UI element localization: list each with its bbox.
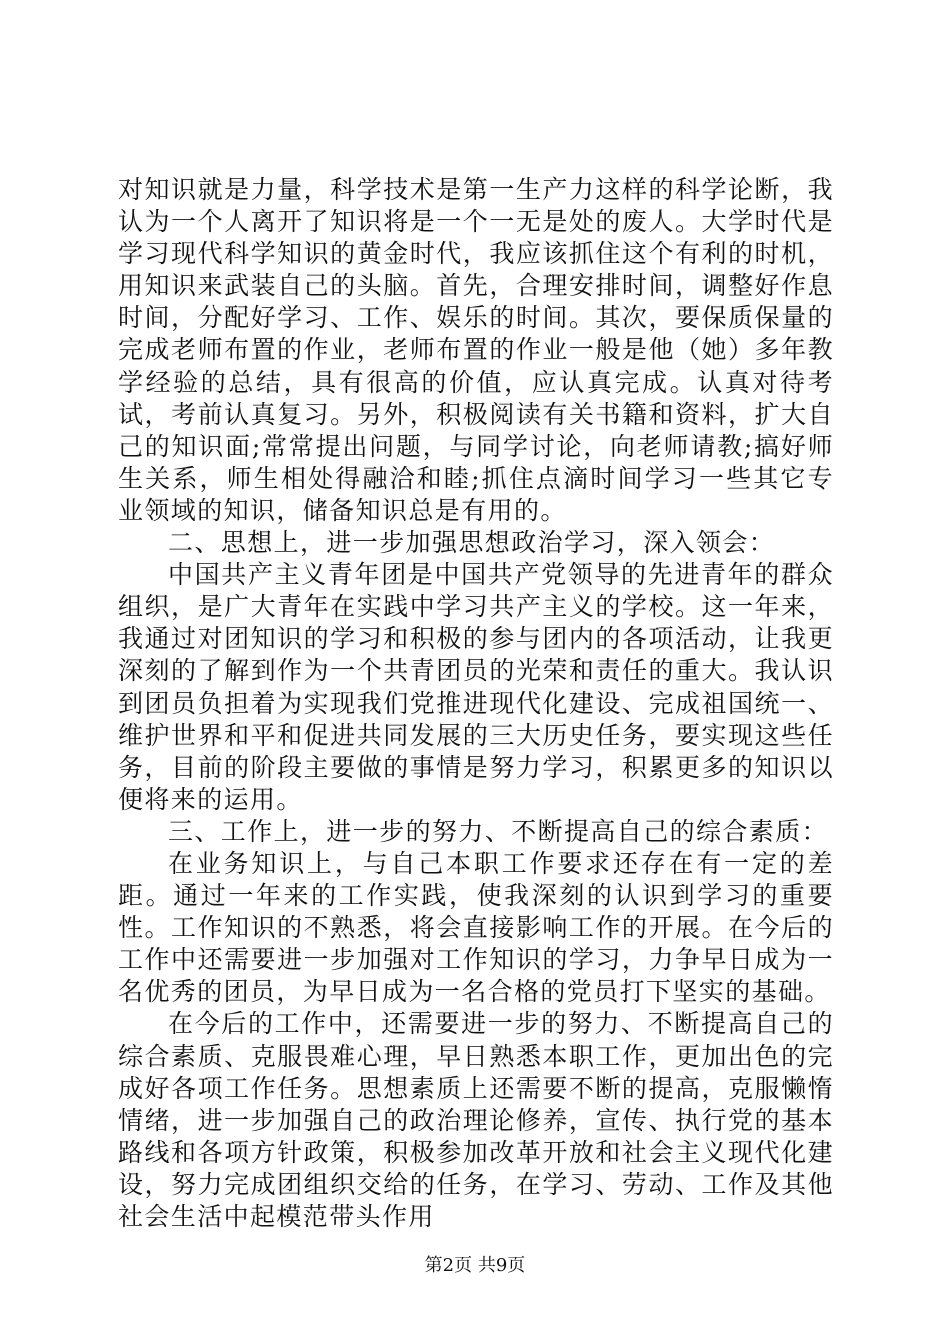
page-number-footer: 第2页 共9页 bbox=[424, 1255, 526, 1276]
section-heading-thought: 二、思想上，进一步加强思想政治学习，深入领会： bbox=[168, 528, 776, 558]
section-heading-work: 三、工作上，进一步的努力、不断提高自己的综合素质： bbox=[168, 816, 829, 846]
paragraph-future-work: 在今后的工作中，还需要进一步的努力、不断提高自己的综合素质、克服畏难心理，早日熟悉本职工作，更加出色的完成好各项工作任务。思想素质上还需要不断的提高，克服懒惰情绪，进一步加强自己的政治理论修养，宣传、执行党的基本路线和各项方针政策，积极参加改革开放和社会主义现代化建设，努力完成团组织交给的任务，在学习、劳动、工作及其他社会生活中起模范带头作用 bbox=[118, 1009, 834, 1231]
paragraph-knowledge: 对知识就是力量，科学技术是第一生产力这样的科学论断，我认为一个人离开了知识将是一个一无是处的废人。大学时代是学习现代科学知识的黄金时代，我应该抓住这个有利的时机，用知识来武装自己的头脑。首先，合理安排时间，调整好作息时间，分配好学习、工作、娱乐的时间。其次，要保质保量的完成老师布置的作业，老师布置的作业一般是他（她）多年教学经验的总结，具有很高的价值，应认真完成。认真对待考试，考前认真复习。另外，积极阅读有关书籍和资料，扩大自己的知识面;常常提出问题，与同学讨论，向老师请教;搞好师生关系，师生相处得融洽和睦;抓住点滴时间学习一些其它专业领域的知识，储备知识总是有用的。 bbox=[118, 175, 834, 525]
document-body bbox=[118, 174, 834, 1233]
paragraph-league: 中国共产主义青年团是中国共产党领导的先进青年的群众组织，是广大青年在实践中学习共产主义的学校。这一年来，我通过对团知识的学习和积极的参与团内的各项活动，让我更深刻的了解到作为一个共青团员的光荣和责任的重大。我认识到团员负担着为实现我们党推进现代化建设、完成祖国统一、维护世界和平和促进共同发展的三大历史任务，要实现这些任务，目前的阶段主要做的事情是努力学习，积累更多的知识以便将来的运用。 bbox=[118, 560, 834, 814]
paragraph-business-knowledge: 在业务知识上，与自己本职工作要求还存在有一定的差距。通过一年来的工作实践，使我深刻的认识到学习的重要性。工作知识的不熟悉，将会直接影响工作的开展。在今后的工作中还需要进一步加强对工作知识的学习，力争早日成为一名优秀的团员，为早日成为一名合格的党员打下坚实的基础。 bbox=[118, 848, 834, 1007]
